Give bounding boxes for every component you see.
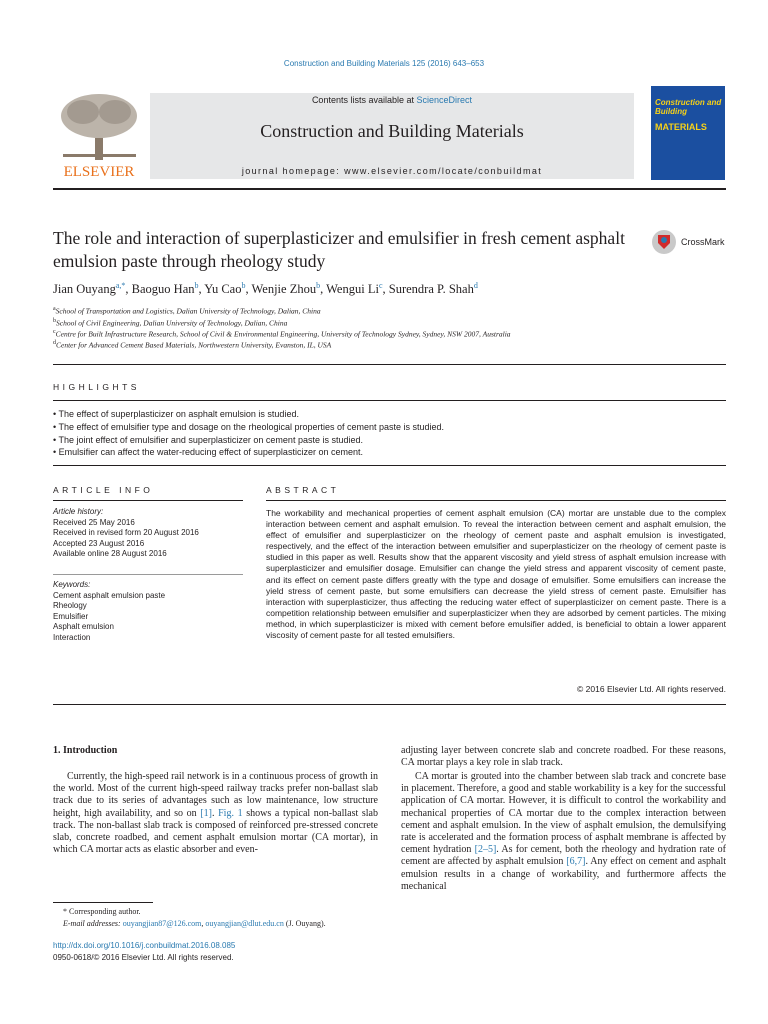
author-sup[interactable]: b [316, 281, 321, 290]
intro-col2-paragraph-2 [401, 771, 726, 893]
section-heading-introduction: 1. Introduction [53, 745, 118, 756]
affiliation [53, 329, 511, 339]
intro-text: . Any effect on cement and asphalt emulsion results in a change of workability, and furthermore affects the mechanical [401, 856, 727, 892]
author-sup[interactable]: a,* [115, 281, 126, 290]
affiliation-sup: d [53, 340, 56, 346]
intro-text: Currently, the high-speed rail network is in a continuous process of growth in the world. Most of the current high-speed railway tracks prefer non-ballast slab track due to its series of advantages such as low maintenance, low structure height, high availability, and so on [53, 771, 378, 819]
keyword-item: Asphalt emulsion [53, 622, 114, 631]
keyword-item: Emulsifier [53, 611, 89, 621]
intro-paragraph-1 [53, 771, 378, 856]
cover-title: Construction and Building [655, 98, 722, 116]
intro-text: CA mortar is grouted into the chamber between slab track and concrete base in placement. Therefore, a good and stable workability is a key for the successful application of CA mortar. However, it is difficult to control the workability and mechanical properties of CA mortar due to the complex interaction between cement and asphalt emulsion. In the view of asphalt emulsion, the demulsifying rate is accelerated and the formation process of asphalt membrane is affected by cement hydration [401, 771, 726, 856]
highlight-item: • Emulsifier can affect the water-reducing effect of superplasticizer on cement. [53, 447, 363, 457]
email-link[interactable]: ouyangjian@dlut.edu.cn [205, 919, 284, 928]
cover-subtitle: MATERIALS [655, 122, 707, 132]
citation-link[interactable]: [1] [200, 807, 212, 819]
intro-text: shows a typical non-ballast slab track. The non-ballast slab track is composed of reinforced pre-stressed concrete slab, concrete roadbed, and cement asphalt emulsion mortar (CA mortar), in which CA mortar acts as elastic absorber and even- [53, 807, 378, 856]
affiliation-sup: c [53, 329, 56, 335]
keywords-divider [53, 574, 243, 575]
citation-link[interactable]: [2–5] [474, 844, 497, 856]
affiliation [53, 318, 287, 328]
citation-link[interactable]: [6,7] [566, 856, 586, 868]
keywords [53, 580, 243, 643]
abstract-copyright: © 2016 Elsevier Ltd. All rights reserved. [577, 684, 726, 694]
contents-prefix: Contents lists available at [311, 95, 414, 105]
crossmark-badge[interactable] [651, 229, 731, 255]
abstract-heading: ABSTRACT [266, 485, 340, 495]
affiliation-sup: b [53, 318, 56, 324]
highlights-divider [53, 400, 726, 401]
affiliation-text: School of Civil Engineering, Dalian University of Technology, Dalian, China [56, 318, 288, 328]
author-name: Surendra P. Shah [388, 282, 474, 297]
highlights-heading: HIGHLIGHTS [53, 382, 140, 392]
author-name: Yu Cao [204, 282, 242, 297]
intro-text: . As for cement, both the rheology and hydration rate of cement are affected by asphalt emulsion [401, 844, 727, 868]
author-name: Wengui Li [326, 282, 379, 297]
keyword-item: Cement asphalt emulsion paste [53, 590, 166, 600]
author-name: Baoguo Han [131, 282, 195, 297]
affiliation-sup: a [53, 306, 56, 312]
highlight-item: • The effect of superplasticizer on asphalt emulsion is studied. [53, 409, 299, 419]
author-sup[interactable]: c [378, 281, 383, 290]
highlights-bottom-divider [53, 465, 726, 466]
history-item: Accepted 23 August 2016 [53, 538, 145, 548]
email-note: E-mail addresses: ouyangjian87@126.com, ouyangjian@dlut.edu.cn (J. Ouyang). [63, 919, 326, 928]
affiliation-text: School of Transportation and Logistics, Dalian University of Technology, Dalian, China [55, 306, 321, 316]
intro-text: . [211, 807, 215, 819]
abstract-divider [266, 500, 726, 501]
abstract-bottom-divider [53, 704, 726, 705]
affiliation-text: Centre for Built Infrastructure Research, School of Civil & Environmental Engineering, University of Technology Sydney, Sydney, NSW 2007, Australia [55, 329, 511, 339]
keywords-label: Keywords: [53, 580, 91, 589]
doi-link[interactable]: http://dx.doi.org/10.1016/j.conbuildmat.2016.08.085 [53, 941, 236, 950]
journal-title: Construction and Building Materials [260, 121, 524, 141]
author-name: Jian Ouyang [53, 282, 116, 297]
figure-link[interactable]: Fig. 1 [218, 807, 243, 819]
author-name: Wenjie Zhou [251, 282, 317, 297]
highlight-item: • The effect of emulsifier type and dosage on the rheological properties of cement paste is studied. [53, 422, 445, 432]
footnote-rule [53, 902, 153, 903]
crossmark-label: CrossMark [681, 237, 725, 247]
author-list: Jian Ouyang$^{a,*}$, Baoguo Han$^b$, Yu Cao$^b$, Wenjie Zhou$^b$, Wengui Li$^c$, Surendra P. Shah$^d$ [53, 281, 478, 297]
email-link[interactable]: ouyangjian87@126.com [122, 919, 202, 928]
abstract-text: The workability and mechanical properties of cement asphalt emulsion (CA) mortar are unstable due to the complex interaction between cement and asphalt emulsion. To reveal the interaction between cement and asphalt emulsion, the effect of emulsifier and superplasticizer on the rheology of cement paste and asphalt emulsion is investigated, respectively, and the effect of the interaction between emulsifier and superplasticizer on the rheology of cement paste is studied in this paper as well. Results show that the apparent viscosity and yield stress of asphalt emulsion increase with superplasticizer and emulsifier dosage. Emulsifier can change the yield stress and apparent viscosity of cement paste, and its effect on cement paste differs greatly with the type and dosage of emulsifier. Some emulsifiers can increase the yield stress of cement paste, but some emulsifiers can decrease the yield stress of cement paste. Emulsifier has interaction with superplasticizer, thus affecting the reducing water effect of superplasticizer on cement paste. There is a competition relationship between emulsifier and superplasticizer when they are adsorbed by cement particles. The mixing method, in which superplasticizer is mixed with cement before emulsifier added, is beneficial to obtain a lower apparent viscosity of cement paste for all tested emulsifiers. [266, 508, 726, 641]
keyword-item: Rheology [53, 601, 87, 610]
affiliation [53, 306, 321, 316]
corresponding-author-note: * Corresponding author. [63, 907, 141, 916]
header-divider [53, 188, 726, 190]
author-sup[interactable]: b [241, 281, 246, 290]
email-suffix: (J. Ouyang). [285, 919, 326, 928]
keyword-item: Interaction [53, 632, 91, 642]
contents-line [150, 95, 634, 105]
issn-line: 0950-0618/© 2016 Elsevier Ltd. All rights reserved. [53, 953, 234, 962]
history-item: Received in revised form 20 August 2016 [53, 528, 199, 537]
highlight-item: • The joint effect of emulsifier and superplasticizer on cement paste is studied. [53, 435, 363, 445]
sciencedirect-link[interactable]: ScienceDirect [416, 95, 473, 105]
journal-homepage[interactable]: journal homepage: www.elsevier.com/locate/conbuildmat [241, 166, 543, 176]
journal-cover-image [651, 86, 725, 180]
elsevier-wordmark: ELSEVIER [63, 164, 135, 180]
article-history [53, 507, 243, 560]
history-item: Available online 28 August 2016 [53, 549, 167, 558]
author-sup[interactable]: b [194, 281, 199, 290]
history-label: Article history: [53, 507, 104, 516]
article-title: The role and interaction of superplasticizer and emulsifier in fresh cement asphalt emulsion paste through rheology study [53, 228, 625, 271]
author-sup[interactable]: d [473, 281, 478, 290]
article-info-divider [53, 500, 243, 501]
intro-col2-paragraph-1: adjusting layer between concrete slab and concrete roadbed. For these reasons, CA mortar plays a key role in slab track. [401, 745, 726, 769]
article-info-heading: ARTICLE INFO [53, 485, 154, 495]
affiliation-divider [53, 364, 726, 365]
journal-reference[interactable]: Construction and Building Materials 125 (2016) 643–653 [283, 59, 485, 68]
crossmark-icon [651, 229, 677, 255]
email-label: E-mail addresses: [63, 919, 121, 928]
elsevier-logo [53, 92, 146, 180]
history-item: Received 25 May 2016 [53, 517, 135, 527]
affiliation [53, 340, 331, 350]
affiliation-text: Center for Advanced Cement Based Materials, Northwestern University, Evanston, IL, USA [56, 340, 332, 350]
